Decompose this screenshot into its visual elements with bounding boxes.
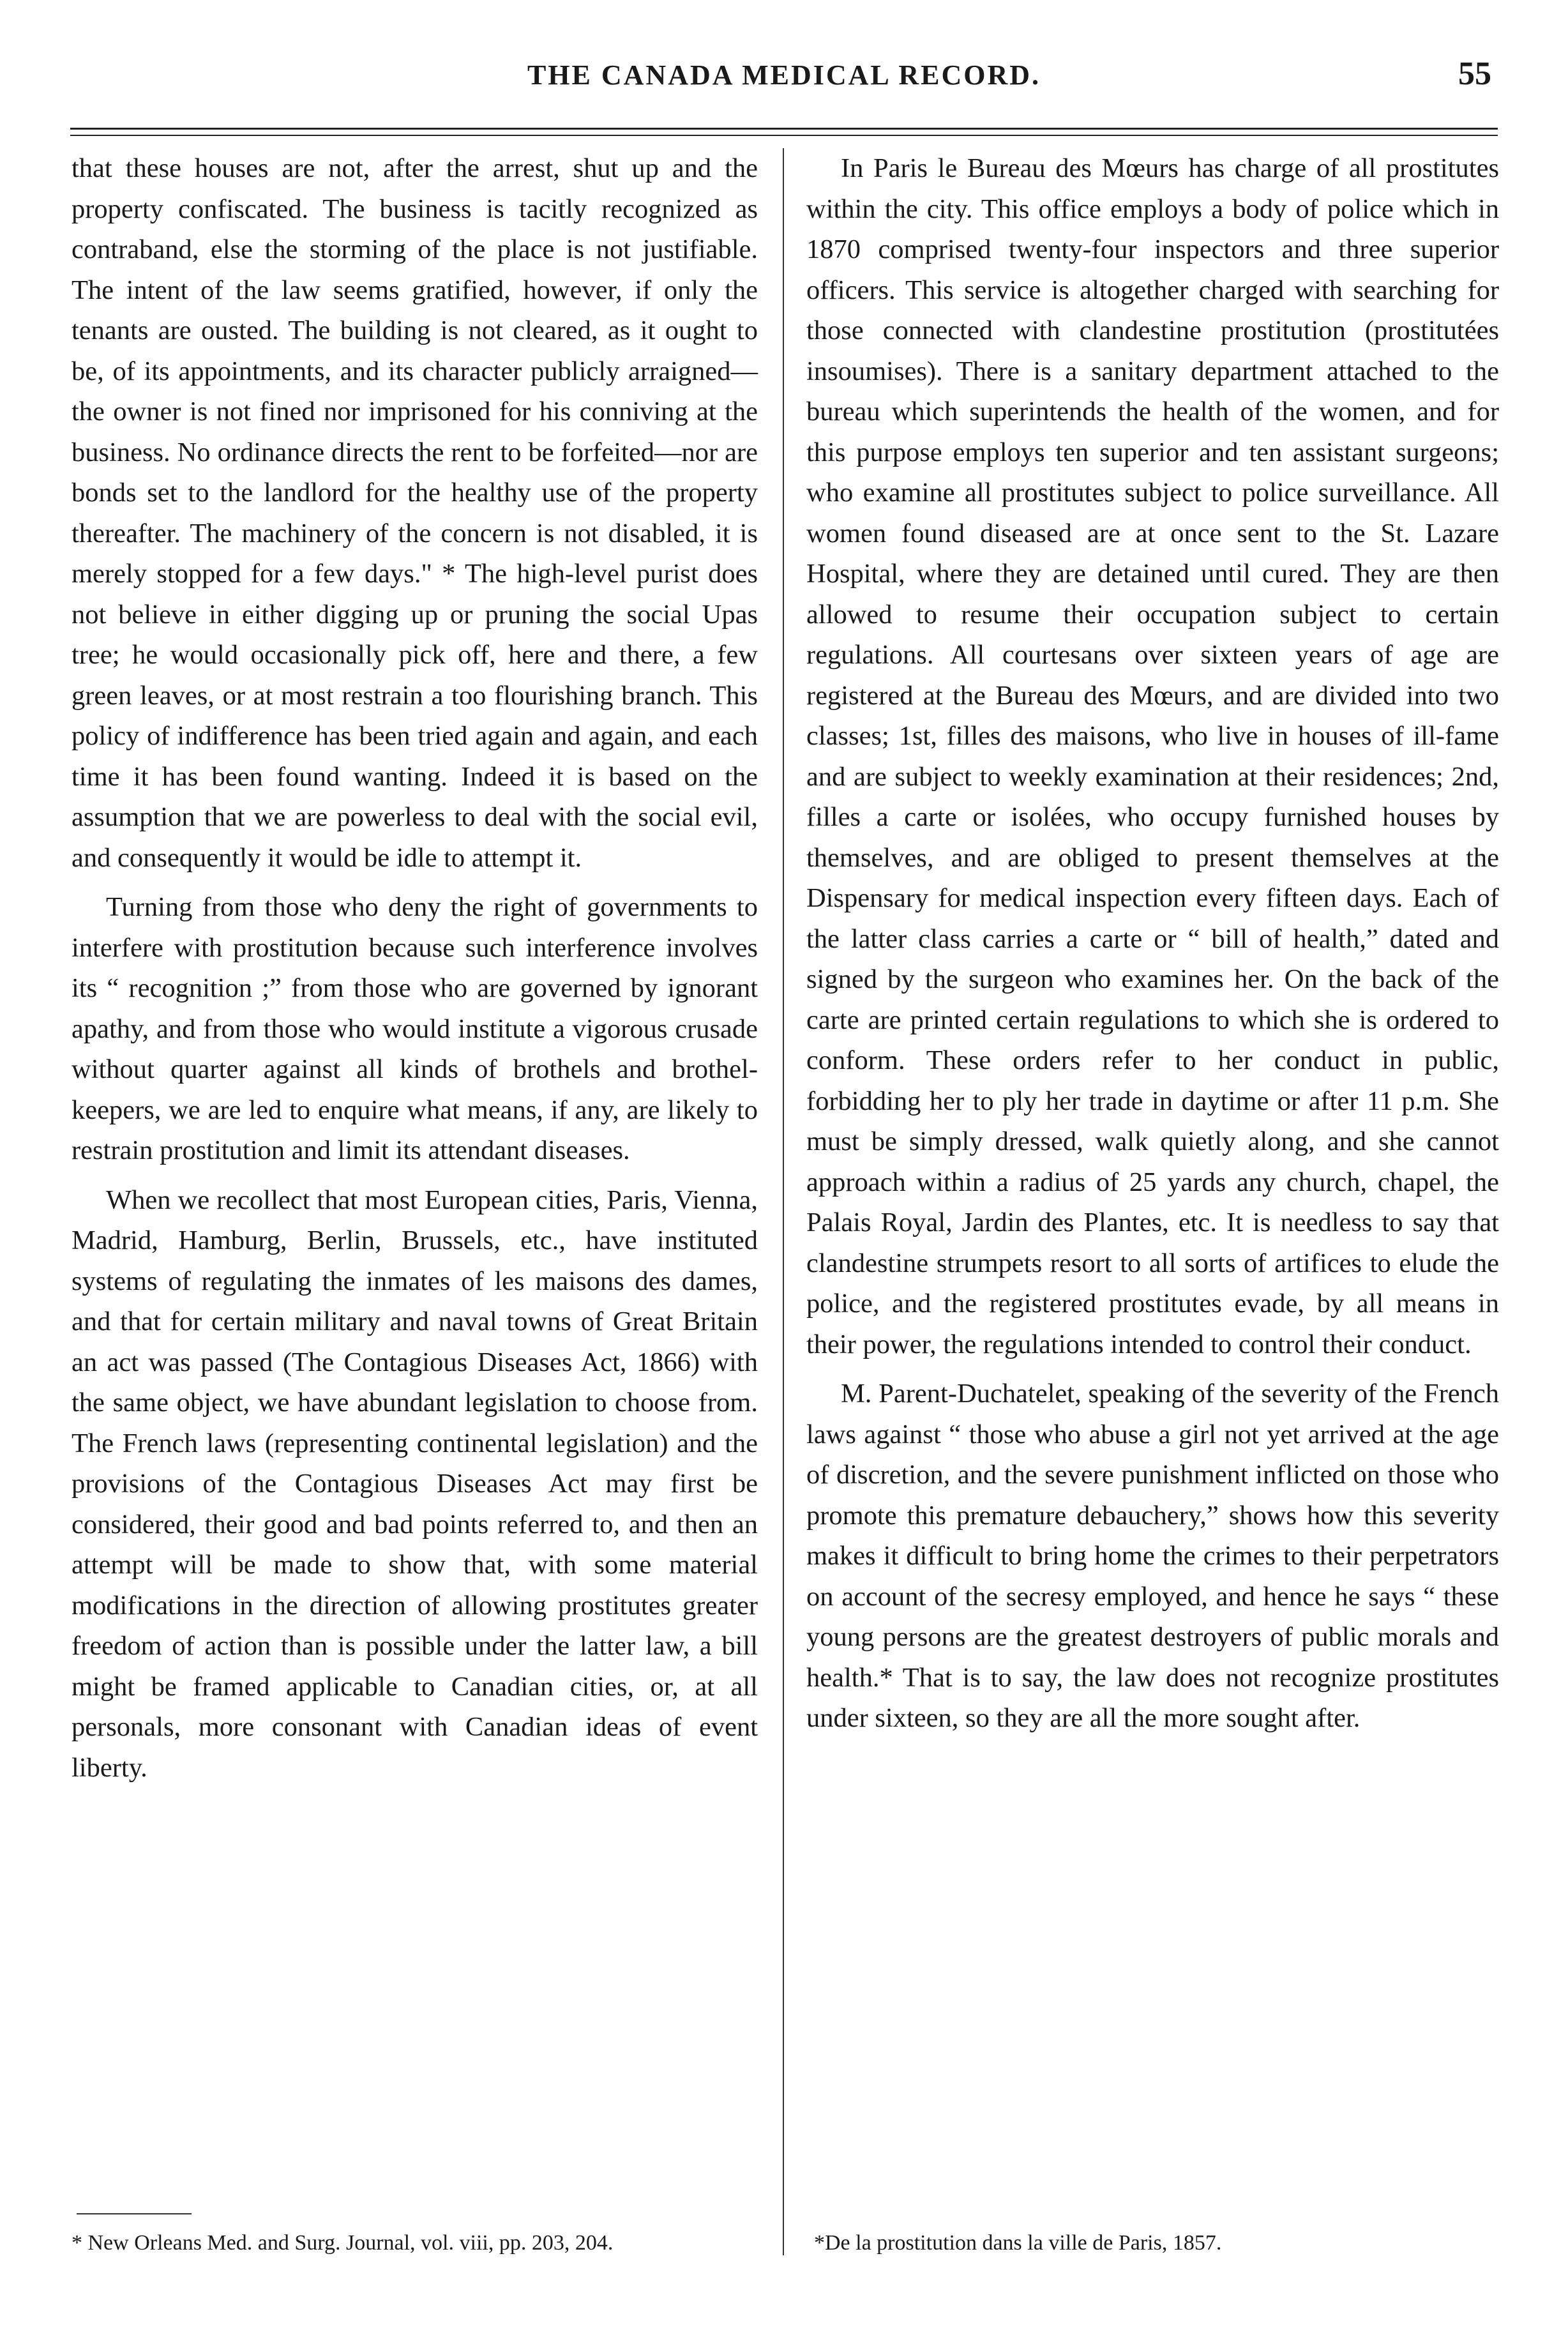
paragraph: When we recollect that most European cities, Paris, Vienna, Madrid, Hamburg, Berlin, Brussels, etc., have instituted systems of regulating the inmates of les maisons des dames, and that for certain military and naval towns of Great Britain an act was passed (The Contagious Diseases Act, 1866) with the same object, we have abundant legislation to choose from. The French laws (representing continental legislation) and the provisions of the Contagious Diseases Act may first be considered, their good and bad points referred to, and then an attempt will be made to show that, with some material modifications in the direction of allowing prostitutes greater freedom of action than is possible under the latter law, a bill might be framed applicable to Canadian cities, or, at all personals, more consonant with Canadian ideas of event liberty. — [72, 1184, 758, 1783]
footnote-right: *De la prostitution dans la ville de Paris, 1857. — [814, 2231, 1222, 2255]
paragraph: In Paris le Bureau des Mœurs has charge of all prostitutes within the city. This office employs a body of police which in 1870 comprised twenty-four inspectors and three superior officers. This service is altogether charged with searching for those connected with clandestine prostitution (prostitutées insoumises). There is a sanitary department attached to the bureau which superintends the health of the women, and for this purpose employs ten superior and ten assistant surgeons; who examine all prostitutes subject to police surveillance. All women found diseased are at once sent to the St. Lazare Hospital, where they are detained until cured. They are then allowed to resume their occupation subject to certain regulations. All courtesans over sixteen years of age are registered at the Bureau des Mœurs, and are divided into two classes; 1st, filles des maisons, who live in houses of ill-fame and are subject to weekly examination at their residences; 2nd, filles a carte or isolées, who occupy furnished houses by themselves, and are obliged to present themselves at the Dispensary for medical inspection every fifteen days. Each of the latter class carries a carte or “ bill of health,” dated and signed by the surgeon who examines her. On the back of the carte are printed certain regulations to which she is ordered to conform. These orders refer to her conduct in public, forbidding her to ply her trade in daytime or after 11 p.m. She must be simply dressed, walk quietly along, and she cannot approach within a radius of 25 yards any church, chapel, the Palais Royal, Jardin des Plantes, etc. It is needless to say that clandestine strumpets resort to all sorts of artifices to elude the police, and the registered prostitutes evade, by all means in their power, the regulations intended to control their conduct. — [806, 153, 1499, 1359]
paragraph: Turning from those who deny the right of governments to interfere with prostitution because such interference involves its “ recognition ;” from those who are governed by ignorant apathy, and from those who would institute a vigorous crusade without quarter against all kinds of brothels and brothel-keepers, we are led to enquire what means, if any, are likely to restrain prostitution and limit its attendant diseases. — [72, 892, 758, 1165]
header-rule — [70, 128, 1498, 136]
right-column — [806, 148, 1499, 1748]
page-number: 55 — [1458, 56, 1491, 92]
footnote-left: * New Orleans Med. and Surg. Journal, vol. viii, pp. 203, 204. — [72, 2231, 614, 2255]
left-column — [72, 148, 758, 1797]
footnote-rule-left — [77, 2213, 192, 2214]
running-title: THE CANADA MEDICAL RECORD. — [527, 59, 1041, 91]
paragraph: M. Parent-Duchatelet, speaking of the severity of the French laws against “ those who abuse a girl not yet arrived at the age of discretion, and the severe punishment inflicted on those who promote this premature debauchery,” shows how this severity makes it difficult to bring home the crimes to their perpetrators on account of the secresy employed, and hence he says “ these young persons are the greatest destroyers of public morals and health.* That is to say, the law does not recognize prostitutes under sixteen, so they are all the more sought after. — [806, 1379, 1499, 1733]
column-divider — [783, 148, 784, 2255]
paragraph: that these houses are not, after the arrest, shut up and the property confiscated. The business is tacitly recognized as contraband, else the storming of the place is not justifiable. The intent of the law seems gratified, however, if only the tenants are ousted. The building is not cleared, as it ought to be, of its appointments, and its character publicly arraigned—the owner is not fined nor imprisoned for his conniving at the business. No ordinance directs the rent to be forfeited—nor are bonds set to the landlord for the healthy use of the property thereafter. The machinery of the concern is not disabled, it is merely stopped for a few days." * The high-level purist does not believe in either digging up or pruning the social Upas tree; he would occasionally pick off, here and there, a few green leaves, or at most restrain a too flourishing branch. This policy of indifference has been tried again and again, and each time it has been found wanting. Indeed it is based on the assumption that we are powerless to deal with the social evil, and consequently it would be idle to attempt it. — [72, 153, 758, 873]
page-header — [70, 56, 1498, 110]
